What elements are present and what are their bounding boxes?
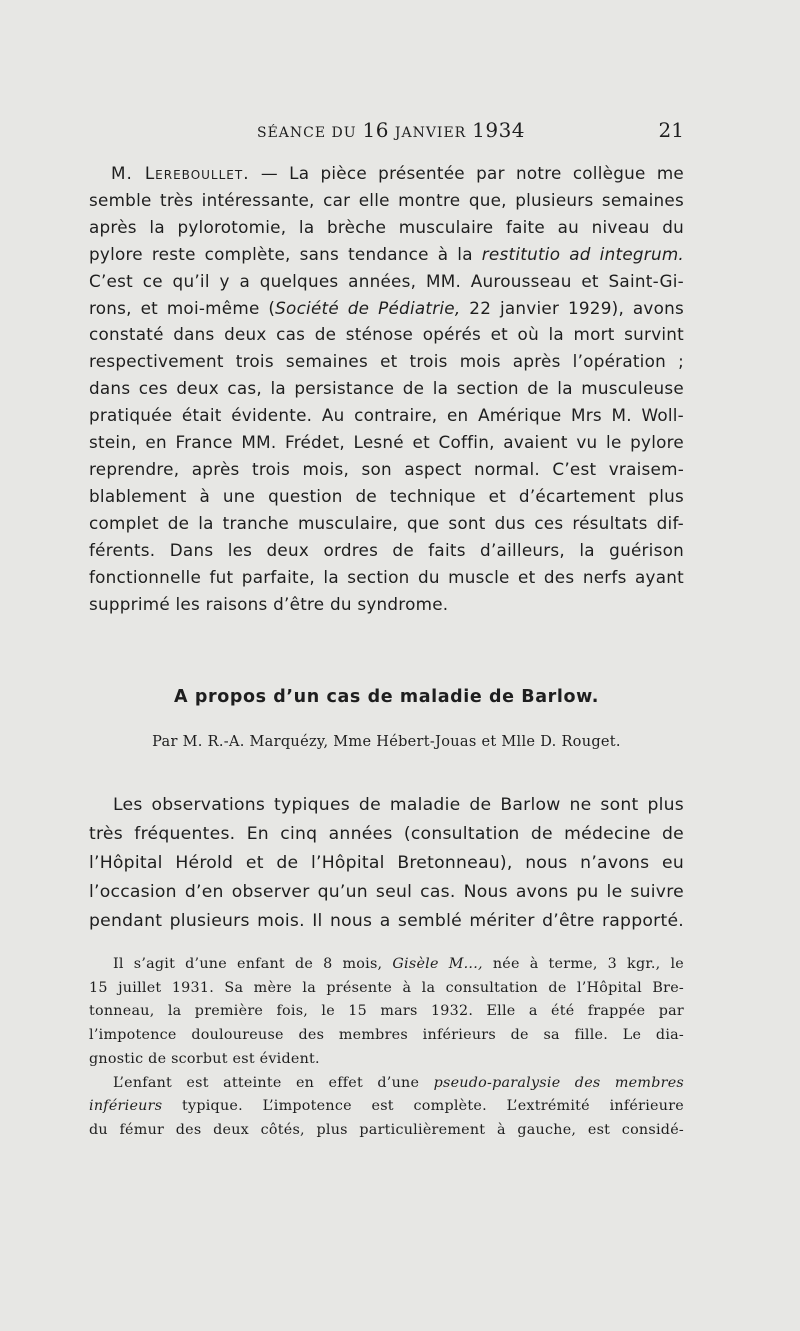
header-title-day: 16 xyxy=(362,118,389,142)
header-title-year: 1934 xyxy=(472,118,526,142)
speaker-name: M. Lereboullet. xyxy=(111,163,250,183)
text-line: tonneau, la première fois, le 15 mars 1932. Elle a été frappée par xyxy=(89,1003,684,1020)
text-line: constaté dans deux cas de sténose opérés et où la mort survint xyxy=(89,324,684,345)
text-line: stein, en France MM. Frédet, Lesné et Coffin, avaient vu le pylore xyxy=(89,432,684,453)
text-line: après la pylorotomie, la brèche musculaire faite au niveau du xyxy=(89,216,684,237)
case-report xyxy=(89,953,684,1143)
discussion-paragraph xyxy=(89,160,684,617)
text-line: pendant plusieurs mois. Il nous a semblé mériter d’être rapporté. xyxy=(89,911,684,931)
text-line: du fémur des deux côtés, plus particulièrement à gauche, est considé- xyxy=(89,1121,684,1138)
text-line: férents. Dans les deux ordres de faits d’ailleurs, la guérison xyxy=(89,539,684,560)
text-line: blablement à une question de technique et d’écartement plus xyxy=(89,485,684,506)
article-authors: Par M. R.-A. Marquézy, Mme Hébert-Jouas et Mlle D. Rouget. xyxy=(152,734,621,750)
text-line: l’Hôpital Hérold et de l’Hôpital Bretonneau), nous n’avons eu xyxy=(89,853,684,873)
text-line: pratiquée était évidente. Au contraire, en Amérique Mrs M. Woll- xyxy=(89,405,684,426)
header-title-month: JANVIER xyxy=(394,125,467,141)
text-line: 15 juillet 1931. Sa mère la présente à la consultation de l’Hôpital Bre- xyxy=(89,979,684,996)
text-line: respectivement trois semaines et trois mois après l’opération ; xyxy=(89,351,684,372)
text-line: inférieurs typique. L’impotence est complète. L’extrémité inférieure xyxy=(89,1098,684,1115)
text-line: Les observations typiques de maladie de Barlow ne sont plus xyxy=(113,795,684,815)
text-line: fonctionnelle fut parfaite, la section du muscle et des nerfs ayant xyxy=(89,566,684,587)
text-line: l’impotence douloureuse des membres inférieurs de sa fille. Le dia- xyxy=(89,1027,684,1044)
text-line: Il s’agit d’une enfant de 8 mois, Gisèle M..., née à terme, 3 kgr., le xyxy=(113,956,685,972)
running-header-title xyxy=(257,118,525,142)
text-line: gnostic de scorbut est évident. xyxy=(89,1050,320,1067)
page-number: 21 xyxy=(658,118,684,142)
text-line: rons, et moi-même (Société de Pédiatrie, 22 janvier 1929), avons xyxy=(89,297,684,318)
text-line: semble très intéressante, car elle montre que, plusieurs semaines xyxy=(89,189,684,210)
text-line: C’est ce qu’il y a quelques années, MM. Aurousseau et Saint-Gi- xyxy=(89,270,684,291)
running-header xyxy=(89,118,684,152)
text-line: L’enfant est atteinte en effet d’une pseudo-paralysie des membres xyxy=(113,1074,684,1091)
text-line: M. Lereboullet. — La pièce présentée par notre collègue me xyxy=(111,163,684,183)
text-line: supprimé les raisons d’être du syndrome. xyxy=(89,593,449,614)
text-line: reprendre, après trois mois, son aspect normal. C’est vraisem- xyxy=(89,458,684,479)
article-title: A propos d’un cas de maladie de Barlow. xyxy=(174,687,599,707)
text-line: dans ces deux cas, la persistance de la section de la musculeuse xyxy=(89,378,684,399)
observations-paragraph xyxy=(89,791,684,936)
text-line: complet de la tranche musculaire, que sont dus ces résultats dif- xyxy=(89,512,684,533)
header-title-prefix: SÉANCE DU xyxy=(257,125,357,141)
text-line: pylore reste complète, sans tendance à la restitutio ad integrum. xyxy=(89,243,685,264)
text-line: l’occasion d’en observer qu’un seul cas. Nous avons pu le suivre xyxy=(89,882,684,902)
text-line: très fréquentes. En cinq années (consultation de médecine de xyxy=(89,824,684,844)
